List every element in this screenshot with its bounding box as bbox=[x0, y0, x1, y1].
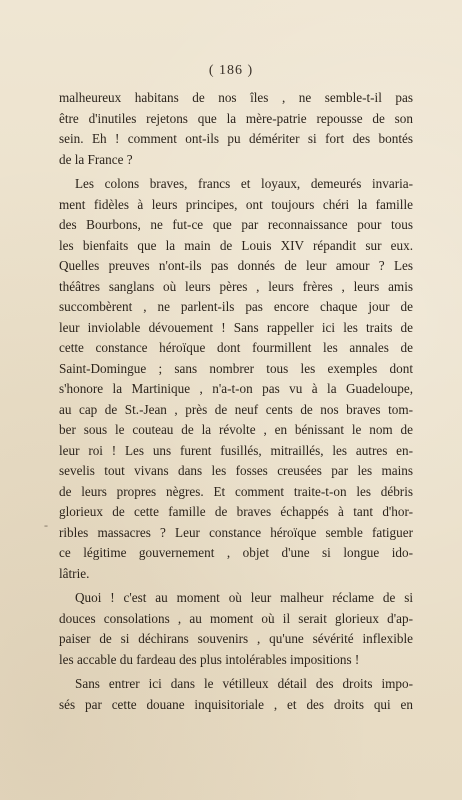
text-line: Quelles preuves n'ont-ils pas donnés de leur amour ? Les bbox=[59, 258, 413, 273]
text-line: leur roi ! Les uns furent fusillés, mitraillés, les autres en- bbox=[59, 442, 413, 458]
text-line: lâtrie. bbox=[59, 565, 90, 581]
text-line: au cap de St.-Jean , près de neuf cents de nos braves tom- bbox=[59, 401, 413, 417]
text-line: sés par cette douane inquisitoriale , et des droits qui en bbox=[59, 696, 413, 712]
text-line: cette constance héroïque dont fourmillent les annales de bbox=[59, 340, 413, 355]
text-line: malheureux habitans de nos îles , ne semble-t-il pas bbox=[59, 90, 413, 105]
text-line: paiser de si déchirans souvenirs , qu'une sévérité inflexible bbox=[59, 631, 413, 646]
text-line: Quoi ! c'est au moment où leur malheur réclame de si bbox=[75, 590, 413, 605]
paragraph bbox=[59, 174, 413, 584]
text-line: succombèrent , ne parlent-ils pas encore chaque jour de bbox=[59, 299, 413, 314]
text-line: être d'inutiles rejetons que la mère-patrie repousse de son bbox=[59, 110, 413, 126]
text-line: glorieux de cette famille de braves échappés à tant d'hor- bbox=[59, 504, 413, 519]
page-number: ( 186 ) bbox=[208, 63, 254, 78]
text-line: sevelis tout vivans dans les fosses creusées par les mains bbox=[59, 463, 413, 478]
text-line: douces consolations , au moment où il serait glorieux d'ap- bbox=[59, 610, 413, 626]
text-line: ribles massacres ? Leur constance héroïque semble fatiguer bbox=[59, 524, 413, 540]
text-line: de leurs propres nègres. Et comment traite-t-on les débris bbox=[59, 483, 413, 499]
text-line: s'honore la Martinique , n'a-t-on pas vu à la Guadeloupe, bbox=[59, 381, 413, 396]
text-line: des Bourbons, ne fut-ce que par reconnaissance pour tous bbox=[59, 217, 413, 232]
text-line: Sans entrer ici dans le vétilleux détail des droits impo- bbox=[75, 676, 413, 691]
text-line: ment fidèles à leurs principes, ont toujours chéri la famille bbox=[59, 196, 413, 212]
text-line: leur inviolable dévouement ! Sans rappeller ici les traits de bbox=[59, 319, 413, 335]
text-line: les accable du fardeau des plus intolérables impositions ! bbox=[59, 651, 360, 667]
text-line: de la France ? bbox=[59, 151, 133, 167]
text-line: sein. Eh ! comment ont-ils pu démériter si fort des bontés bbox=[59, 131, 413, 146]
text-line: Les colons braves, francs et loyaux, demeurés invaria- bbox=[75, 176, 413, 191]
text-line: les bienfaits que la main de Louis XIV répandit sur eux. bbox=[59, 237, 413, 253]
text-line: théâtres sanglans où leurs pères , leurs frères , leurs amis bbox=[59, 278, 413, 294]
text-line: ce légitime gouvernement , objet d'une si longue ido- bbox=[59, 545, 413, 560]
text-line: Saint-Domingue ; sans nombrer tous les exemples dont bbox=[59, 360, 413, 376]
paragraph bbox=[59, 88, 413, 170]
body-text bbox=[59, 88, 413, 715]
text-line: ber sous le couteau de la révolte , en bénissant le nom de bbox=[59, 422, 413, 437]
paragraph bbox=[59, 674, 413, 715]
margin-mark: - bbox=[44, 518, 48, 532]
paragraph bbox=[59, 588, 413, 670]
